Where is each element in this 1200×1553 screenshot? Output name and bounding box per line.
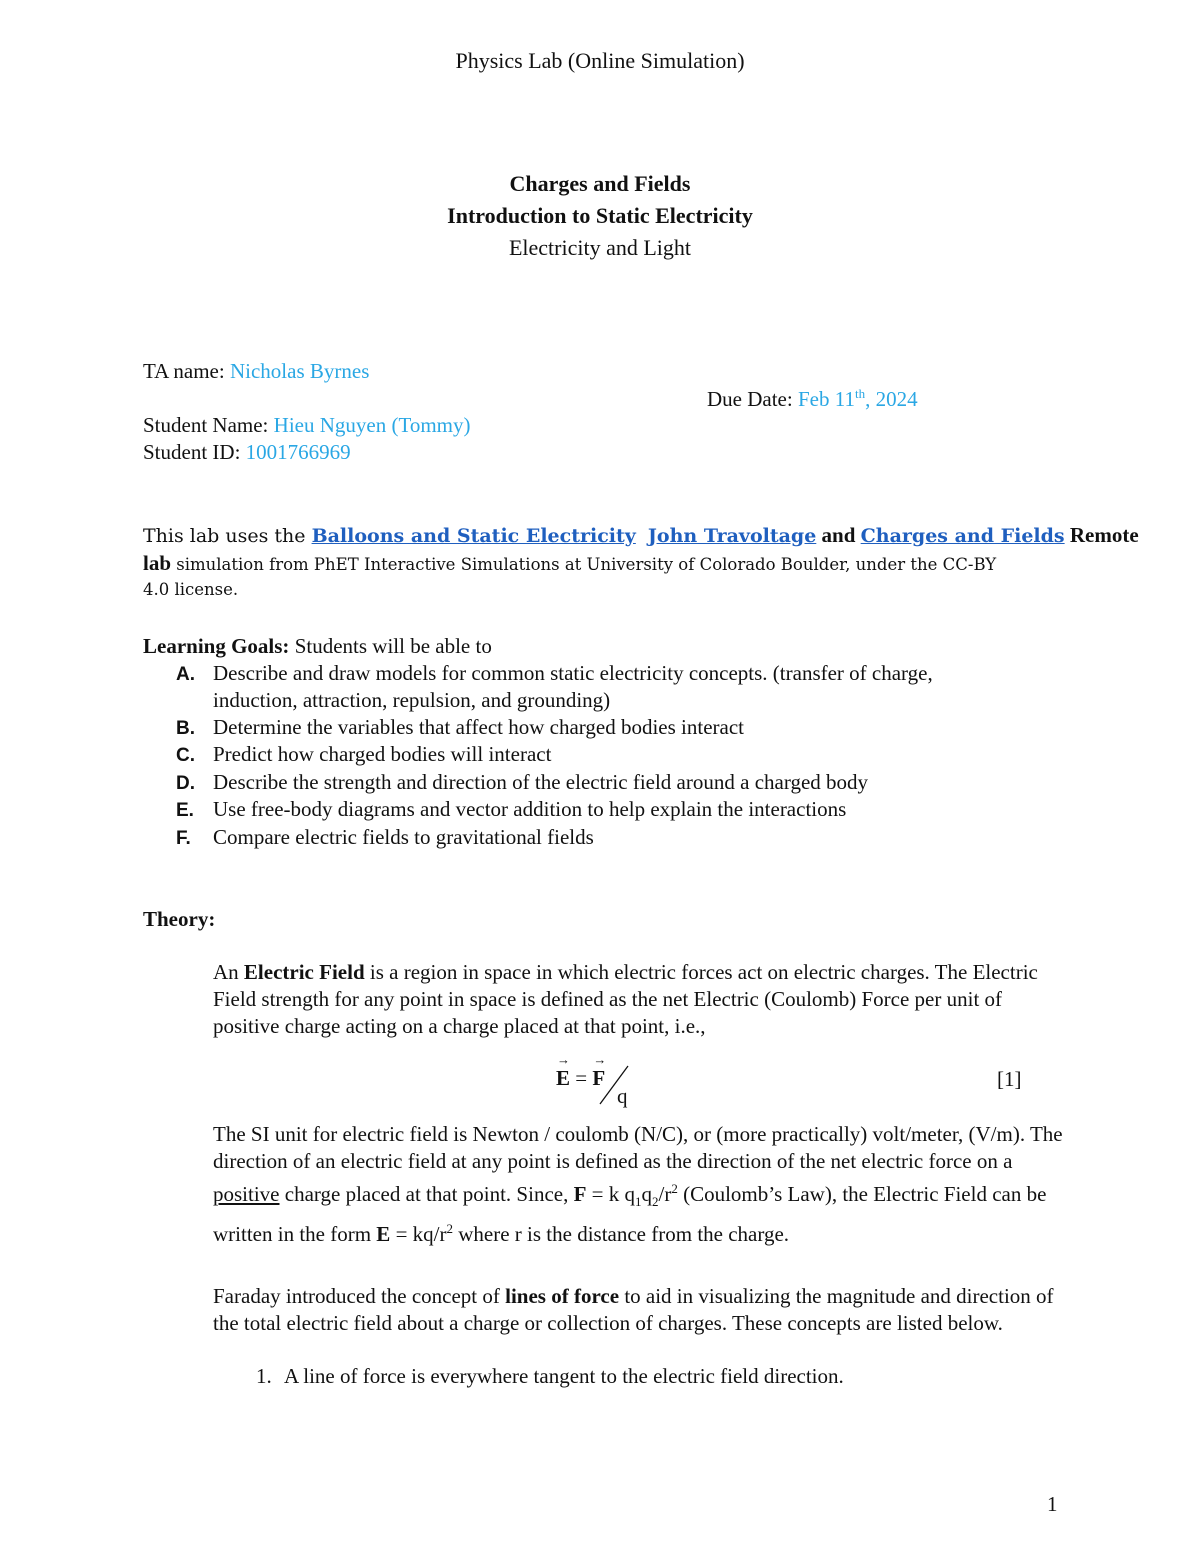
equation-number: [1] — [997, 1067, 1022, 1091]
due-value: Feb 11th, 2024 — [797, 386, 918, 411]
link-balloons[interactable]: Balloons and Static Electricity — [311, 525, 636, 547]
student-label: Student Name: — [143, 413, 274, 437]
link-john-travoltage[interactable]: John Travoltage — [647, 525, 817, 547]
equation-denominator: q — [617, 1084, 628, 1108]
learning-goals-heading: Learning Goals: Students will be able to — [143, 634, 492, 658]
list-number: 1. — [256, 1364, 272, 1388]
intro-line1: This lab uses the Balloons and Static Electricity John Travoltage and Charges and Fields Remote — [143, 523, 1139, 547]
title-line3: Electricity and Light — [508, 235, 692, 260]
due-label: Due Date: — [707, 387, 798, 411]
ta-name-row — [143, 359, 369, 384]
equation-1: → E = → F — [556, 1066, 605, 1091]
theory-paragraph-2: The SI unit for electric field is Newton / coulomb (N/C), or (more practically) volt/meter, (V/m). The direction of an electric field at any point is defined as the direction of the net electric force on a positive charge placed at that point. Since, F = k $q_1q_2/r^2$ (Coulomb’s Law), the Electric Field can be written in the form $E = kq/r^2$ where r is the distance from the charge. — [213, 1122, 1063, 1247]
link-charges-fields[interactable]: Charges and Fields — [860, 525, 1065, 547]
theory-paragraph-3: Faraday introduced the concept of lines of force to aid in visualizing the magnitude and direction of the total electric field about a charge or collection of charges. These concepts are listed below. — [213, 1284, 1054, 1335]
due-date-row — [707, 386, 918, 412]
student-id-row — [143, 440, 351, 465]
list-item-text: A line of force is everywhere tangent to the electric field direction. — [284, 1364, 844, 1388]
title-line2: Introduction to Static Electricity — [447, 203, 753, 228]
student-value: Hieu Nguyen (Tommy) — [273, 413, 471, 437]
page-number: 1 — [1047, 1492, 1058, 1516]
theory-paragraph-1: An Electric Field is a region in space in which electric forces act on electric charges. The Electric Field strength for any point in space is defined as the net Electric (Coulomb) Force per unit of positive charge acting on a charge placed at that point, i.e., — [213, 960, 1038, 1038]
ta-label: TA name: — [143, 359, 230, 383]
page-header: Physics Lab (Online Simulation) — [455, 48, 745, 73]
student-name-row — [143, 413, 470, 438]
theory-heading: Theory: — [143, 907, 216, 931]
id-label: Student ID: — [143, 440, 246, 464]
intro-line2: lab simulation from PhET Interactive Simulations at University of Colorado Boulder, under the CC-BY — [143, 551, 997, 575]
intro-line3: 4.0 license. — [143, 580, 239, 599]
ta-value: Nicholas Byrnes — [229, 359, 370, 383]
list-item — [256, 1364, 272, 1389]
id-value: 1001766969 — [245, 440, 351, 464]
title-line1: Charges and Fields — [509, 171, 691, 196]
